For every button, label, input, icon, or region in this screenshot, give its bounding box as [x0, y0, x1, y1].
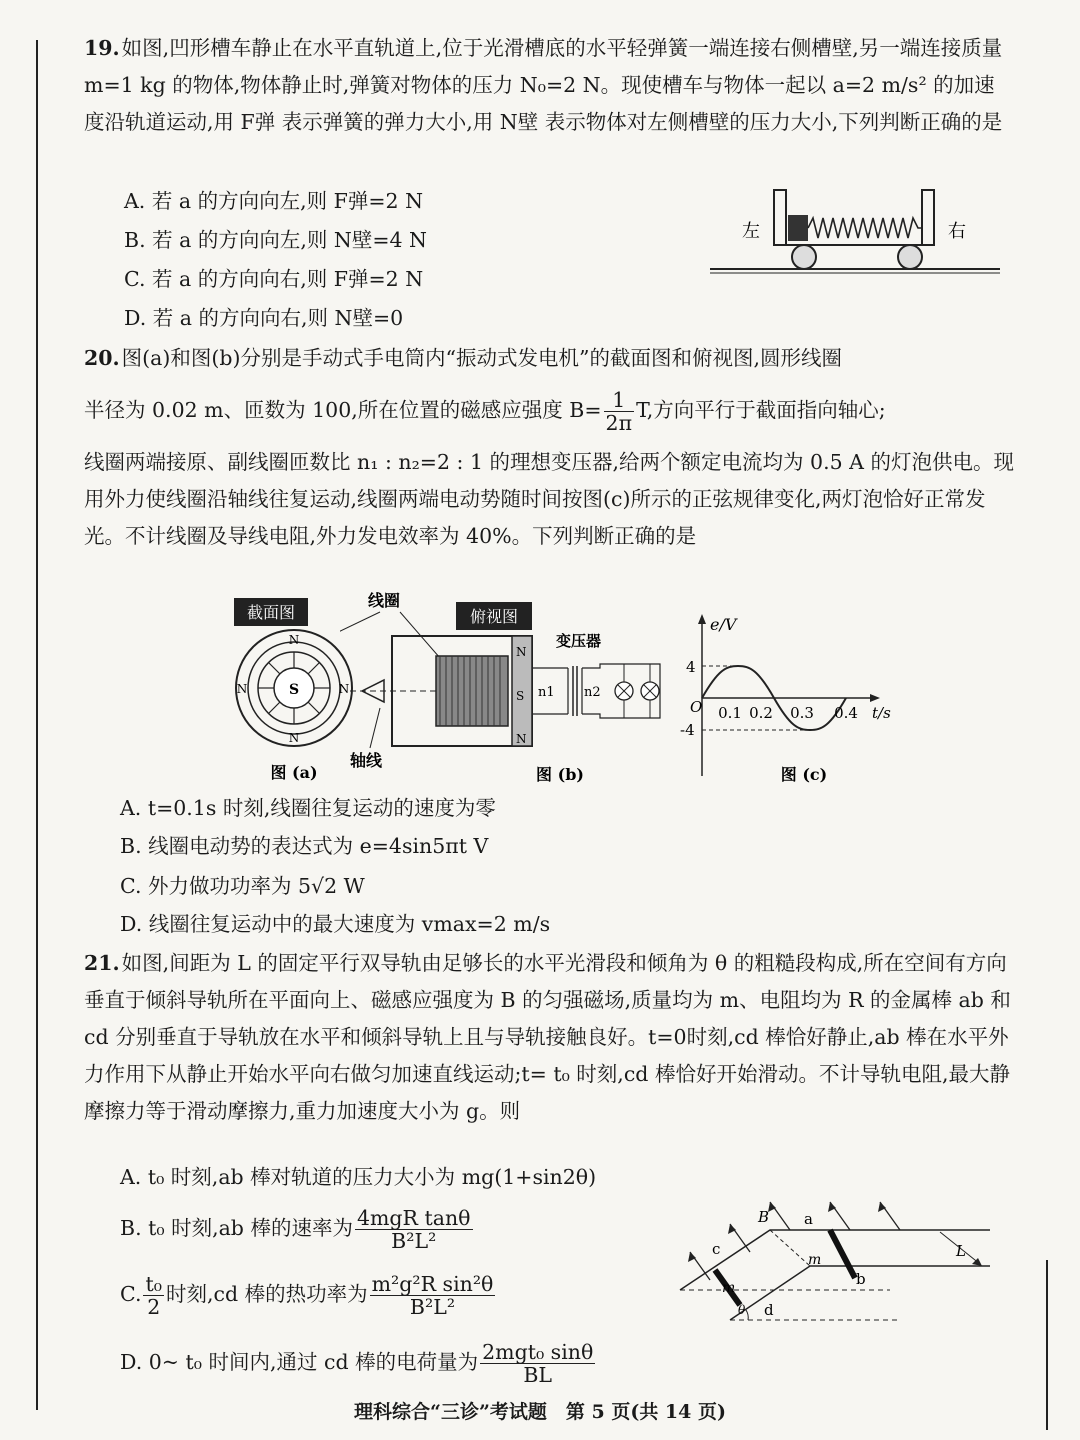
question-19: [84, 30, 1014, 141]
q21-option-d-text: D. 0~ t₀ 时间内,通过 cd 棒的电荷量为: [120, 1350, 479, 1374]
q21-option-c-text: 时刻,cd 棒的热功率为: [165, 1282, 368, 1306]
q20-option-b: B. 线圈电动势的表达式为 e=4sin5πt V: [120, 834, 489, 858]
fig-b-coil-label: 线圈: [368, 591, 401, 610]
frac-numerator: 1: [604, 389, 635, 412]
q21-option-b-frac: [355, 1207, 473, 1252]
fig-b-n1: n1: [538, 685, 555, 700]
q19-option-c: C. 若 a 的方向向右,则 F弹=2 N: [124, 267, 424, 291]
q21-rail-figure: [670, 1180, 1000, 1330]
fig-a-n-left: N: [236, 682, 248, 696]
label-right: 右: [948, 221, 966, 242]
fig-c-tick-1: 0.1: [718, 704, 742, 722]
fig-b-title: 俯视图: [469, 607, 519, 626]
q21-c-time-num: t₀: [145, 1272, 162, 1296]
fig21-c: c: [712, 1240, 721, 1258]
q21-d-num: 2mgt₀ sinθ: [482, 1340, 594, 1364]
q21-c-den: B²L²: [409, 1295, 456, 1319]
fig21-d: d: [764, 1301, 774, 1319]
q21-d-den: BL: [523, 1363, 553, 1387]
q21-stem: 如图,间距为 L 的固定平行双导轨由足够长的水平光滑段和倾角为 θ 的粗糙段构成,所在空间有方向垂直于倾斜导轨所在平面向上、磁感应强度为 B 的匀强磁场,质量均为 m、电阻均为 R 的金属棒 ab 和 cd 分别垂直于导轨放在水平和倾斜导轨上且与导轨接触良好。t=0时刻,cd 棒恰好静止,ab 棒在水平外力作用下从静止开始水平向右做匀加速直线运动;t= t₀ 时刻,cd 棒恰好开始滑动。不计导轨电阻,最大静摩擦力等于滑动摩擦力,重力加速度大小为 g。则: [84, 951, 1011, 1123]
block: [788, 215, 808, 241]
question-20: [84, 340, 1014, 377]
fig21-L: L: [956, 1242, 966, 1260]
q20-number: 20.: [84, 346, 120, 370]
fig-c-caption: 图 (c): [780, 765, 828, 784]
fig-b-caption: 图 (b): [536, 765, 584, 784]
fig-c-tick-4: 0.4: [834, 704, 858, 722]
fig-a-n-top: N: [288, 633, 300, 647]
q21-b-num: 4mgR tanθ: [356, 1206, 471, 1230]
fig-b-n-top: N: [516, 645, 527, 659]
q21-option-b: [120, 1200, 475, 1256]
q21-option-c-frac: [370, 1273, 496, 1318]
q20-stem-2a: 半径为 0.02 m、匝数为 100,所在位置的磁感应强度 B=: [84, 398, 602, 422]
q21-c-time-den: 2: [147, 1295, 161, 1319]
fig-a-s: S: [288, 682, 300, 698]
fig21-m-ab: m: [808, 1252, 822, 1268]
q19-number: 19.: [84, 36, 120, 60]
spring: [808, 218, 922, 238]
fig21-theta: θ: [738, 1303, 746, 1317]
q21-option-d: [120, 1334, 597, 1390]
fig-a-title: 截面图: [246, 603, 296, 622]
q21-option-c-time: [143, 1273, 163, 1318]
fig21-m-cd: m: [722, 1280, 736, 1296]
rod-ab: [830, 1230, 855, 1278]
q19-option-a: A. 若 a 的方向向左,则 F弹=2 N: [124, 189, 424, 213]
q21-option-a: A. t₀ 时刻,ab 棒对轨道的压力大小为 mg(1+sin2θ): [120, 1165, 597, 1189]
q21-option-c: [120, 1266, 497, 1322]
fig-b-transformer: 变压器: [556, 632, 602, 650]
fig-c-ypos: 4: [686, 658, 696, 676]
fig-c-ylabel: e/V: [710, 615, 737, 634]
fig-c-xlabel: t/s: [872, 704, 891, 722]
b-fraction: [604, 389, 635, 434]
figure-b: [340, 588, 680, 788]
fig21-B: B: [758, 1208, 770, 1226]
q21-number: 21.: [84, 951, 120, 975]
fig-c-tick-2: 0.2: [749, 704, 773, 722]
label-left: 左: [742, 221, 760, 242]
page-footer: 理科综合“三诊”考试题 第 5 页(共 14 页): [354, 1401, 726, 1423]
fig21-b: b: [856, 1270, 866, 1288]
question-21: [84, 945, 1014, 1130]
q19-cart-figure: [700, 185, 1010, 280]
q21-option-b-text: B. t₀ 时刻,ab 棒的速率为: [120, 1216, 353, 1240]
q20-stem-3: 线圈两端接原、副线圈匝数比 n₁ : n₂=2 : 1 的理想变压器,给两个额定电流均为 0.5 A 的灯泡供电。现用外力使线圈沿轴线往复运动,线圈两端电动势随时间按图(c)所示的正弦规律变化,两灯泡恰好正常发光。不计线圈及导线电阻,外力发电效率为 40%。下列判断正确的是: [84, 450, 1014, 548]
fig-a-n-bottom: N: [288, 731, 300, 745]
fig-a-n-right: N: [338, 682, 350, 696]
q21-b-den: B²L²: [391, 1229, 437, 1253]
figure-a: [228, 596, 358, 786]
q21-option-d-frac: [480, 1341, 595, 1386]
q19-stem: 如图,凹形槽车静止在水平直轨道上,位于光滑槽底的水平轻弹簧一端连接右侧槽壁,另一端连接质量 m=1 kg 的物体,物体静止时,弹簧对物体的压力 N₀=2 N。现使槽车与物体一起以 a=2 m/s² 的加速度沿轨道运动,用 F弹 表示弹簧的弹力大小,用 N壁 表示物体对左侧槽壁的压力大小,下列判断正确的是: [84, 36, 1003, 134]
margin-line: [36, 40, 38, 1410]
q20-line-2: [84, 382, 1014, 438]
q21-c-num: m²g²R sin²θ: [371, 1272, 494, 1296]
fig-b-n-bottom: N: [516, 732, 527, 746]
q20-option-c: C. 外力做功功率为 5√2 W: [120, 874, 365, 898]
q20-option-a: A. t=0.1s 时刻,线圈往复运动的速度为零: [120, 796, 496, 820]
figure-c: [676, 608, 896, 788]
fig-b-n2: n2: [584, 685, 601, 700]
q20-stem-2b: T,方向平行于截面指向轴心;: [636, 398, 886, 422]
frac-denominator: 2π: [605, 411, 633, 435]
fig21-a: a: [804, 1210, 813, 1228]
fig-c-tick-3: 0.3: [790, 704, 814, 722]
fig-b-axis-label: 轴线: [350, 751, 383, 770]
q19-option-d: D. 若 a 的方向向右,则 N壁=0: [124, 306, 404, 330]
fig-c-yneg: -4: [680, 721, 695, 739]
fig-a-caption: 图 (a): [270, 763, 318, 782]
q19-option-b: B. 若 a 的方向向左,则 N壁=4 N: [124, 228, 427, 252]
q21-option-c-prefix: C.: [120, 1282, 142, 1306]
q20-stem-1: 图(a)和图(b)分别是手动式手电筒内“振动式发电机”的截面图和俯视图,圆形线圈: [121, 346, 842, 370]
fig-c-origin: O: [690, 698, 703, 716]
q20-option-d: D. 线圈往复运动中的最大速度为 vmax=2 m/s: [120, 912, 551, 936]
fig-b-s: S: [516, 689, 525, 703]
